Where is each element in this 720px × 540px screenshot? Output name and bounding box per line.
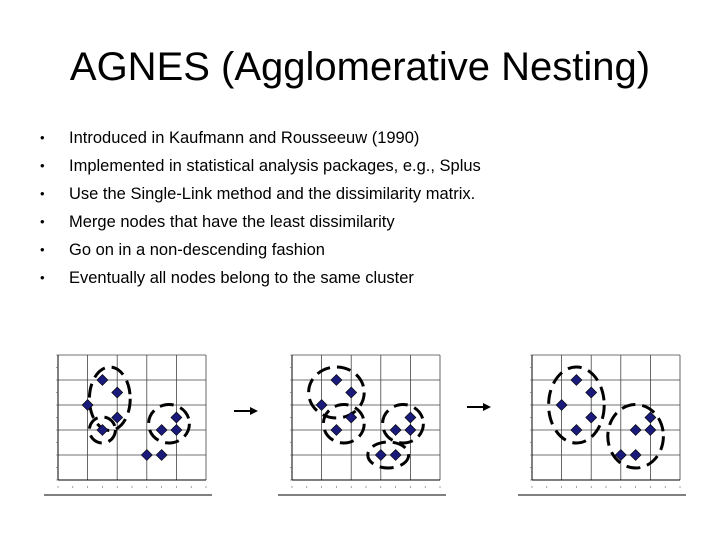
data-point: [156, 450, 167, 461]
data-point: [171, 425, 182, 436]
data-point: [645, 425, 656, 436]
data-point: [630, 425, 641, 436]
data-point: [586, 387, 597, 398]
data-point: [390, 425, 401, 436]
data-point: [586, 412, 597, 423]
data-point: [630, 450, 641, 461]
data-point: [141, 450, 152, 461]
cluster-outline: [149, 405, 190, 444]
data-point: [156, 425, 167, 436]
data-point: [405, 425, 416, 436]
bullet-item: [40, 152, 700, 180]
bullet-dot: •: [40, 158, 45, 173]
data-point: [316, 400, 327, 411]
bullet-item: [40, 180, 700, 208]
data-point: [556, 400, 567, 411]
bullet-list: [40, 124, 700, 292]
data-point: [405, 412, 416, 423]
right-arrow-icon: [234, 407, 258, 415]
cluster-outline: [383, 405, 424, 444]
bullet-dot: •: [40, 214, 45, 229]
scatter-panel-1: [44, 355, 212, 495]
bullet-item: [40, 264, 700, 292]
data-point: [112, 387, 123, 398]
arrow-head: [250, 407, 258, 415]
cluster-outline: [323, 405, 364, 444]
data-point: [171, 412, 182, 423]
bullet-item: [40, 236, 700, 264]
bullet-item: [40, 124, 700, 152]
scatter-panel-3: [518, 355, 686, 495]
data-point: [346, 387, 357, 398]
bullet-dot: •: [40, 270, 45, 285]
data-point: [571, 425, 582, 436]
bullet-text: Use the Single-Link method and the dissimilarity matrix.: [69, 185, 476, 203]
data-point: [346, 412, 357, 423]
slide-title: AGNES (Agglomerative Nesting): [69, 45, 651, 89]
bullet-dot: •: [40, 186, 45, 201]
data-point: [645, 412, 656, 423]
data-point: [97, 375, 108, 386]
bullet-text: Implemented in statistical analysis packages, e.g., Splus: [69, 157, 481, 175]
bullet-text: Introduced in Kaufmann and Rousseeuw (1990): [69, 129, 420, 147]
bullet-text: Go on in a non-descending fashion: [69, 241, 325, 259]
scatter-panel-2: [278, 355, 446, 495]
bullet-dot: •: [40, 130, 45, 145]
data-point: [331, 425, 342, 436]
bullet-text: Merge nodes that have the least dissimilarity: [69, 213, 395, 231]
bullet-dot: •: [40, 242, 45, 257]
bullet-text: Eventually all nodes belong to the same cluster: [69, 269, 414, 287]
clustering-stages-diagram: [0, 340, 720, 510]
data-point: [331, 375, 342, 386]
arrow-head: [483, 403, 491, 411]
data-point: [571, 375, 582, 386]
bullet-item: [40, 208, 700, 236]
right-arrow-icon: [467, 403, 491, 411]
data-point: [375, 450, 386, 461]
data-point: [390, 450, 401, 461]
